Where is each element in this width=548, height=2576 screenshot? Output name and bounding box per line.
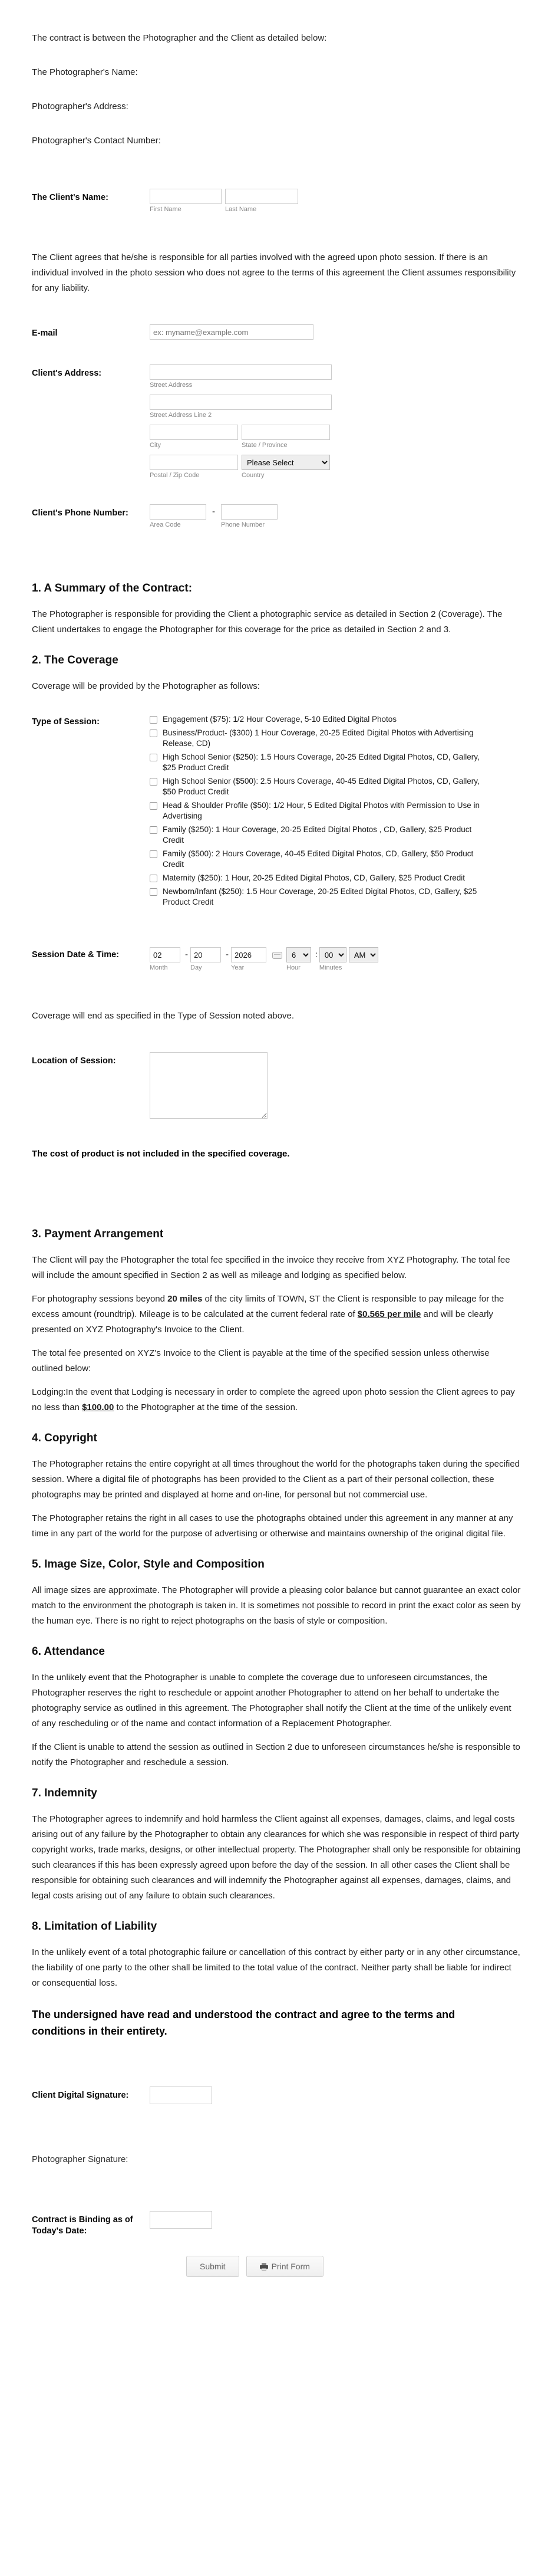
client-address-label: Client's Address: [32, 369, 102, 378]
print-form-button-label: Print Form [271, 2262, 310, 2271]
client-phone-label: Client's Phone Number: [32, 508, 128, 518]
area-code-sublabel: Area Code [150, 521, 181, 528]
last-name-sublabel: Last Name [225, 206, 257, 213]
state-sublabel: State / Province [242, 442, 288, 449]
s3p2-e: and will be clearly presented on XYZ Photography's Invoice to the Client. [32, 1309, 493, 1335]
session-option-label: Head & Shoulder Profile ($50): 1/2 Hour, 5 Edited Digital Photos with Permission to Use in Advertising [163, 801, 480, 820]
submit-button[interactable] [186, 2256, 239, 2277]
binding-date-row [32, 2211, 527, 2237]
spacer [32, 2109, 527, 2150]
zip-input[interactable] [150, 455, 238, 470]
session-option-label: High School Senior ($500): 2.5 Hours Coverage, 40-45 Edited Digital Photos, CD, Gallery, $50 Product Credit [163, 777, 480, 796]
s3p2-a: For photography sessions beyond [32, 1294, 168, 1304]
street-address-2-input[interactable] [150, 395, 332, 410]
spacer [32, 534, 527, 566]
first-name-sublabel: First Name [150, 206, 181, 213]
client-phone-row [32, 504, 527, 529]
date-separator-2: - [226, 949, 229, 960]
spacer [32, 2170, 527, 2211]
day-sublabel: Day [190, 964, 202, 971]
spacer [32, 218, 527, 250]
section-2-intro: Coverage will be provided by the Photographer as follows: [32, 681, 260, 691]
responsibility-paragraph: The Client agrees that he/she is responsible for all parties involved with the agreed upon photo session. If there is an individual involved in the photo session who does not agree to the terms of this agreement the Client assumes responsibility for any liability. [32, 252, 516, 293]
s3p4-a: Lodging:In the event that Lodging is necessary in order to complete the agreed upon photo session the Client agrees to pay no less than [32, 1387, 515, 1412]
spacer [32, 123, 527, 133]
location-row [32, 1052, 527, 1122]
checkbox-icon[interactable] [150, 716, 157, 724]
checkbox-icon[interactable] [150, 850, 157, 858]
client-signature-input[interactable] [150, 2087, 212, 2104]
section-2-heading: 2. The Coverage [32, 654, 118, 666]
spacer [32, 1170, 527, 1211]
session-option[interactable] [150, 752, 527, 773]
section-1-heading: 1. A Summary of the Contract: [32, 582, 193, 594]
country-sublabel: Country [242, 472, 265, 479]
checkbox-icon[interactable] [150, 778, 157, 786]
section-5-heading: 5. Image Size, Color, Style and Composition [32, 1558, 265, 1570]
session-option[interactable] [150, 714, 527, 725]
session-option[interactable] [150, 800, 527, 822]
phone-number-input[interactable] [221, 504, 278, 520]
section-4-p2: The Photographer retains the right in all cases to use the photographs obtained under this agreement in any manner at any time in any part of the world for the purpose of advertising or otherwise and maintains ownership of the original digital file. [32, 1513, 513, 1539]
session-option-label: High School Senior ($250): 1.5 Hours Coverage, 20-25 Edited Digital Photos, CD, Gallery, $25 Product Credit [163, 753, 480, 772]
photographer-contact-label: Photographer's Contact Number: [32, 136, 161, 146]
state-input[interactable] [242, 425, 330, 440]
spacer [32, 88, 527, 99]
phone-number-sublabel: Phone Number [221, 521, 265, 528]
year-sublabel: Year [231, 964, 245, 971]
meridiem-select[interactable] [349, 947, 378, 962]
binding-date-input[interactable] [150, 2211, 212, 2229]
location-field-wrap [150, 1052, 527, 1122]
hour-select[interactable] [286, 947, 311, 962]
session-option[interactable] [150, 873, 527, 883]
checkbox-icon[interactable] [150, 875, 157, 882]
minutes-select[interactable] [319, 947, 346, 962]
session-option-label: Family ($250): 1 Hour Coverage, 20-25 Edited Digital Photos , CD, Gallery, $25 Product Credit [163, 825, 472, 845]
session-option-label: Newborn/Infant ($250): 1.5 Hour Coverage, 20-25 Edited Digital Photos, CD, Gallery, $25 Product Credit [163, 887, 477, 906]
photographer-signature-row [32, 2150, 527, 2165]
product-cost-note: The cost of product is not included in the specified coverage. [32, 1149, 290, 1159]
country-select[interactable] [242, 455, 330, 470]
photographer-name-label: The Photographer's Name: [32, 67, 138, 77]
checkbox-icon[interactable] [150, 826, 157, 834]
session-option-label: Maternity ($250): 1 Hour, 20-25 Edited Digital Photos, CD, Gallery, $25 Product Credit [163, 873, 465, 882]
session-option-label: Family ($500): 2 Hours Coverage, 40-45 Edited Digital Photos, CD, Gallery, $50 Product Credit [163, 849, 474, 869]
month-sublabel: Month [150, 964, 168, 971]
section-3-p1: The Client will pay the Photographer the total fee specified in the invoice they receive from XYZ Photography. The total fee will include the amount specified in Section 2 as well as mileage and lodging as specified below. [32, 1255, 510, 1280]
section-3-p4 [32, 1385, 521, 1415]
section-1-paragraph: The Photographer is responsible for providing the Client a photographic service as detailed in Section 2 (Coverage). The Client undertakes to engage the Photographer for this coverage for the price as detailed in Section 2 and 3. [32, 609, 503, 635]
section-6-p2: If the Client is unable to attend the session as outlined in Section 2 due to unforeseen circumstances he/she is responsible to notify the Photographer and reschedule a session. [32, 1742, 520, 1767]
session-type-row [32, 713, 527, 911]
spacer [32, 1126, 527, 1146]
client-name-label: The Client's Name: [32, 193, 108, 202]
street-address-input[interactable] [150, 364, 332, 380]
calendar-icon[interactable] [272, 952, 282, 959]
spacer [32, 484, 527, 504]
city-input[interactable] [150, 425, 238, 440]
spacer [32, 304, 527, 324]
last-name-input[interactable] [225, 189, 298, 204]
session-option-label: Business/Product- ($300) 1 Hour Coverage, 20-25 Edited Digital Photos with Advertising Release, CD) [163, 728, 474, 748]
photographer-address-label: Photographer's Address: [32, 101, 128, 111]
session-type-label: Type of Session: [32, 717, 100, 727]
printer-icon [260, 2263, 268, 2271]
session-datetime-fields [150, 947, 527, 972]
s3p4-c: to the Photographer at the time of the session. [114, 1402, 298, 1412]
date-separator-1: - [185, 949, 188, 960]
session-option[interactable] [150, 849, 527, 870]
street-address-2-sublabel: Street Address Line 2 [150, 412, 212, 419]
time-separator: : [315, 949, 318, 959]
spacer [32, 915, 527, 947]
section-3-p3: The total fee presented on XYZ's Invoice to the Client is payable at the time of the specified session unless otherwise outlined below: [32, 1348, 490, 1374]
s3p2-miles: 20 miles [167, 1294, 203, 1304]
client-signature-label: Client Digital Signature: [32, 2091, 129, 2100]
section-6-p1: In the unlikely event that the Photographer is unable to complete the coverage due to unforeseen circumstances, the Photographer reserves the right to reschedule or appoint another Photographer to attend on her behalf to undertake the photography service as outlined in this agreement. The Photographer shall notify the Client at the time of the unlikely event of any rescheduling or of the name and contact information of a Replacement Photographer. [32, 1673, 511, 1729]
submit-button-label: Submit [200, 2262, 226, 2271]
city-sublabel: City [150, 442, 161, 449]
street-address-sublabel: Street Address [150, 382, 193, 389]
spacer [32, 1032, 527, 1052]
section-8-p1: In the unlikely event of a total photographic failure or cancellation of this contract by either party or in any other circumstance, the liability of one party to the other shall be limited to the total value of the contract. Neither party shall be liable for indirect or consequential loss. [32, 1947, 520, 1988]
photographer-signature-label: Photographer Signature: [32, 2154, 128, 2164]
first-name-input[interactable] [150, 189, 222, 204]
s3p2-c: of the city limits of TOWN, ST the Client is responsible to pay mileage for the excess amount (roundtrip). Mileage is to be calculated at the current federal rate of [32, 1294, 504, 1319]
client-address-fields [150, 364, 527, 479]
section-4-p1: The Photographer retains the entire copyright at all times throughout the world for the photographs taken during the specified session. Where a digital file of photographs has been provided to the Client as a part of their personal collection, these photographs may be printed and displayed at home and on-line, for personal but not commercial use. [32, 1459, 520, 1500]
email-field-wrap [150, 324, 527, 340]
coverage-end-note: Coverage will end as specified in the Type of Session noted above. [32, 1011, 295, 1021]
s3p4-lodging-amount: $100.00 [82, 1402, 114, 1412]
session-option[interactable] [150, 728, 527, 749]
binding-date-label: Contract is Binding as of Today's Date: [32, 2215, 133, 2236]
hour-sublabel: Hour [286, 964, 301, 971]
section-8-heading: 8. Limitation of Liability [32, 1920, 157, 1933]
section-4-heading: 4. Copyright [32, 1432, 97, 1444]
email-label: E-mail [32, 328, 58, 338]
spacer [32, 977, 527, 1008]
print-form-button[interactable] [246, 2256, 323, 2277]
section-3-p2 [32, 1292, 521, 1338]
spacer [32, 344, 527, 364]
session-option-label: Engagement ($75): 1/2 Hour Coverage, 5-10 Edited Digital Photos [163, 715, 397, 724]
spacer [32, 2045, 527, 2087]
client-address-row [32, 364, 527, 479]
checkbox-icon[interactable] [150, 754, 157, 761]
session-type-options [150, 714, 527, 911]
session-datetime-row [32, 947, 527, 972]
client-signature-row [32, 2087, 527, 2104]
undersigned-statement: The undersigned have read and understood the contract and agree to the terms and conditions in their entirety. [32, 2009, 455, 2037]
intro-line-1: The contract is between the Photographer and the Client as detailed below: [32, 33, 327, 43]
spacer [32, 702, 527, 713]
area-code-input[interactable] [150, 504, 206, 520]
year-input[interactable] [231, 947, 266, 962]
checkbox-icon[interactable] [150, 730, 157, 737]
location-label: Location of Session: [32, 1056, 116, 1066]
phone-separator: - [212, 507, 215, 517]
session-option[interactable] [150, 776, 527, 797]
form-content [32, 31, 527, 2277]
checkbox-icon[interactable] [150, 802, 157, 810]
session-option[interactable] [150, 824, 527, 846]
month-input[interactable] [150, 947, 180, 962]
client-phone-fields [150, 504, 527, 529]
form-actions [186, 2256, 527, 2277]
s3p2-rate: $0.565 per mile [357, 1309, 421, 1319]
section-6-heading: 6. Attendance [32, 1645, 105, 1658]
spacer [32, 157, 527, 189]
email-input[interactable] [150, 324, 313, 340]
client-signature-field-wrap [150, 2087, 527, 2104]
email-row [32, 324, 527, 340]
spacer [32, 54, 527, 65]
section-7-heading: 7. Indemnity [32, 1787, 97, 1799]
minutes-sublabel: Minutes [319, 964, 342, 971]
day-input[interactable] [190, 947, 221, 962]
section-5-p1: All image sizes are approximate. The Photographer will provide a pleasing color balance but cannot guarantee an exact color match to the environment the photograph is taken in. It is sometimes not possible to record in print the exact color as seen by the human eye. There is no right to reject photographs on the basis of style or composition. [32, 1585, 521, 1626]
session-option[interactable] [150, 886, 527, 908]
section-7-p1: The Photographer agrees to indemnify and hold harmless the Client against all expenses, damages, claims, and legal costs arising out of any failure by the Photographer to obtain any clearances for which she was responsible in respect of third party copyright works, trade marks, designs, or other intellectual property. The Photographer shall only be responsible for obtaining such clearances if this has been expressly agreed upon before the day of the session. In all other cases the Client shall be responsible for obtaining such clearances and will indemnify the Photographer against all expenses, damages, claims, and legal costs arising out of any failure to obtain such clearances. [32, 1814, 521, 1901]
client-name-row [32, 189, 527, 213]
location-textarea[interactable] [150, 1052, 268, 1119]
binding-date-field-wrap [150, 2211, 527, 2229]
client-name-fields [150, 189, 527, 213]
session-datetime-label: Session Date & Time: [32, 950, 120, 960]
checkbox-icon[interactable] [150, 888, 157, 896]
zip-sublabel: Postal / Zip Code [150, 472, 200, 479]
section-3-heading: 3. Payment Arrangement [32, 1228, 164, 1240]
